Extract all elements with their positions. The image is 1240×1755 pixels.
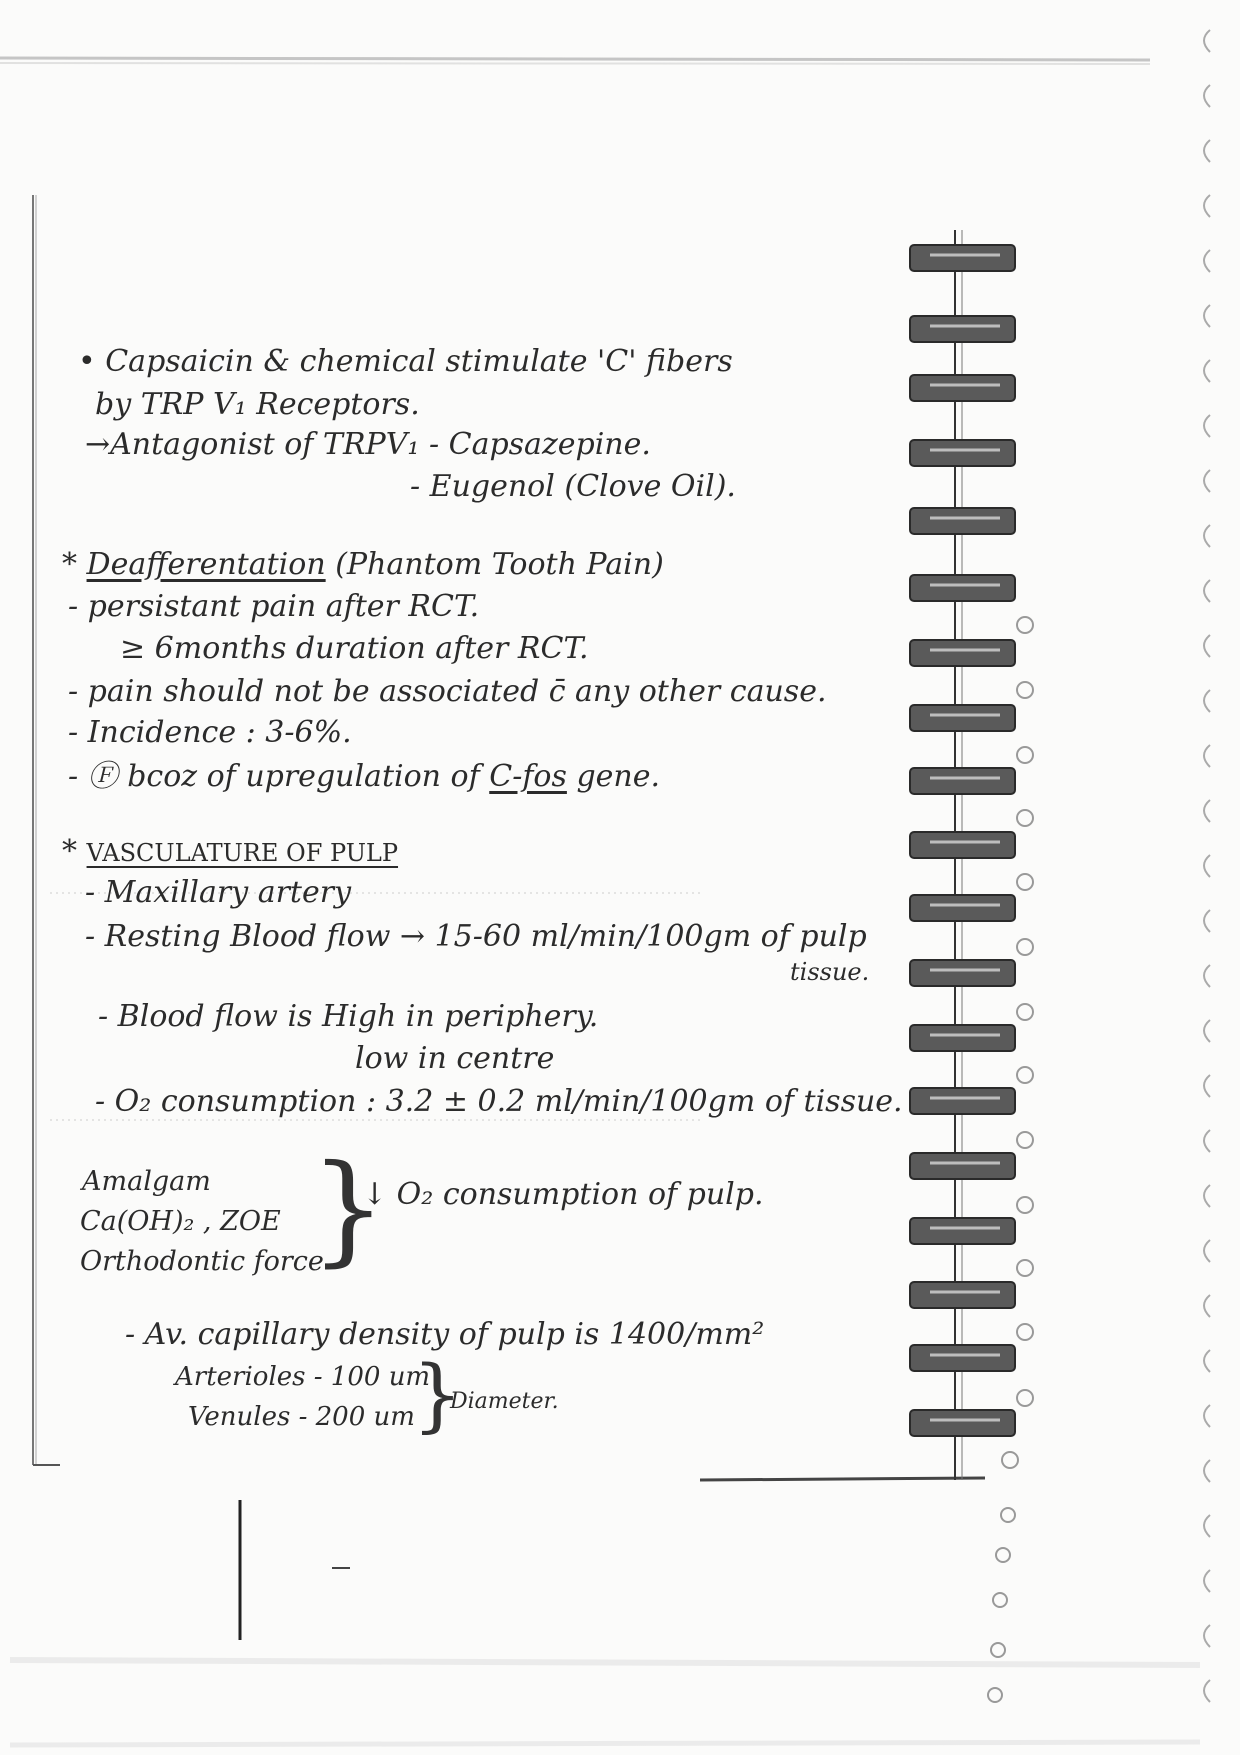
vasculature-item-3: - Blood flow is High in periphery. xyxy=(98,999,599,1034)
vasculature-heading: VASCULATURE OF PULP xyxy=(86,839,399,867)
vasculature-item-1: - Maxillary artery xyxy=(85,875,352,910)
section-bullet: * xyxy=(62,547,77,582)
brace-icon: } xyxy=(310,1140,387,1279)
deafferentation-item-2: ≥ 6months duration after RCT. xyxy=(120,631,589,666)
section-bullet: * xyxy=(62,834,77,869)
vasculature-item-4: - O₂ consumption : 3.2 ± 0.2 ml/min/100gm of tissue. xyxy=(95,1084,903,1119)
vasculature-item-3-cont: low in centre xyxy=(355,1041,555,1076)
capillary-line-1: - Av. capillary density of pulp is 1400/mm² xyxy=(125,1317,765,1352)
vasculature-heading-row xyxy=(62,835,398,870)
upregulation-text: - Ⓕ bcoz of upregulation of xyxy=(68,759,480,794)
capsaicin-line-1: • Capsaicin & chemical stimulate 'C' fibers xyxy=(78,344,733,379)
capillary-line-3: Venules - 200 um xyxy=(188,1402,415,1432)
vasculature-item-2-cont: tissue. xyxy=(790,958,870,986)
material-3: Orthodontic force xyxy=(80,1246,324,1277)
capsaicin-line-4: - Eugenol (Clove Oil). xyxy=(410,469,736,504)
capillary-label: Diameter. xyxy=(450,1389,559,1414)
spiral-binding xyxy=(910,30,1210,1702)
material-1: Amalgam xyxy=(82,1166,211,1197)
vasculature-item-2: - Resting Blood flow → 15-60 ml/min/100gm of pulp xyxy=(85,919,867,954)
c-fos-text: C-fos xyxy=(489,759,567,794)
capillary-line-2: Arterioles - 100 um xyxy=(175,1362,431,1392)
materials-effect: ↓ O₂ consumption of pulp. xyxy=(362,1177,764,1212)
gene-text: gene. xyxy=(576,759,661,794)
deafferentation-item-5 xyxy=(68,760,660,794)
deafferentation-heading: Deafferentation xyxy=(86,547,326,582)
capsaicin-line-2: by TRP V₁ Receptors. xyxy=(95,387,420,422)
capsaicin-line-3: →Antagonist of TRPV₁ - Capsazepine. xyxy=(85,427,651,462)
deafferentation-item-3: - pain should not be associated c̄ any other cause. xyxy=(68,674,827,709)
deafferentation-item-4: - Incidence : 3-6%. xyxy=(68,715,352,750)
deafferentation-heading-row xyxy=(62,548,664,582)
brace-icon: } xyxy=(412,1348,463,1441)
deafferentation-item-1: - persistant pain after RCT. xyxy=(68,589,480,624)
deafferentation-heading-note: (Phantom Tooth Pain) xyxy=(335,547,664,582)
material-2: Ca(OH)₂ , ZOE xyxy=(80,1206,281,1237)
